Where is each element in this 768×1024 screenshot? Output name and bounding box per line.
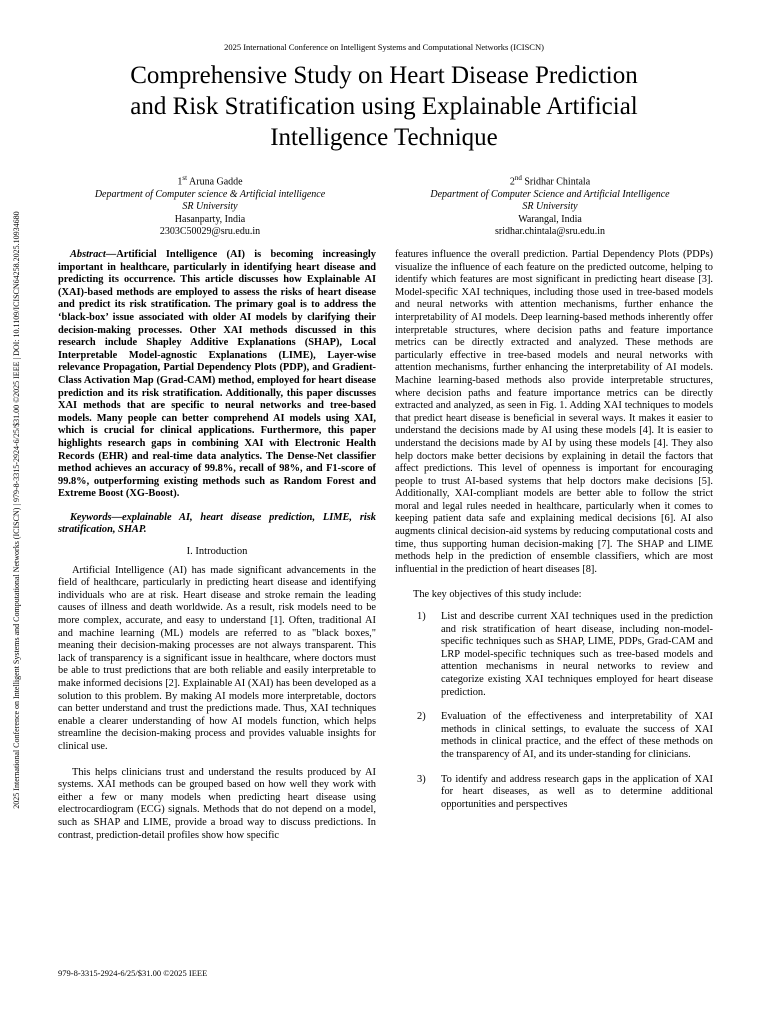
- author-city: Hasanparty, India: [174, 213, 246, 225]
- author-block-1: [60, 172, 360, 239]
- title-line: and Risk Stratification using Explainable Artificial: [130, 93, 638, 120]
- author-email: 2303C50029@sru.edu.in: [159, 226, 261, 238]
- right-column: [395, 249, 713, 823]
- footer-copyright: 979-8-3315-2924-6/25/$31.00 ©2025 IEEE: [58, 968, 208, 978]
- title-line: Comprehensive Study on Heart Disease Prediction: [130, 62, 638, 89]
- conference-header: 2025 International Conference on Intelligent Systems and Computational Networks (ICISCN): [224, 42, 544, 52]
- intro-paragraph-3: features influence the overall prediction. Partial Dependency Plots (PDPs) visualize the influence of each feature on the predicted outcome, helping to identify which features are most significant in predicting heart disease [3]. Model-specific XAI techniques, including those used in tree-based models and neural networks with attention mechanisms, further enhance the interpretability of AI models. Deep learning-based methods inherently offer interpretable structures, where decision paths and feature importance metrics can be directly extracted and analyzed. These methods are particularly effective in tree-based models and neural networks with attention mechanisms, further enhancing the interpretability of AI models. Machine learning-based methods also provide interpretable structures, where decision paths and feature importance metrics can be directly extracted and analyzed, as seen in Fig. 1. Adding XAI techniques to models that predict heart disease is beneficial in several ways. It makes it easier to understand the decisions made by AI using these models [4]. It is easier to understand the decisions made by AI by using these models [4]. They also help doctors make better decisions by explaining in detail the factors that affect predictions. This level of openness is important for encouraging people to trust AI-based systems that help doctors make decisions [5]. Additionally, XAI-compliant models are better able to follow the strict moral and legal rules needed in healthcare, particularly when it comes to keeping patient data safe and explaining medical decisions [6]. AI also augments clinical decision-aid systems by reducing computational costs and time, thus supporting human decision-making [7]. The SHAP and LIME methods help in the prediction of ensemble classifiers, which are most influential in the prediction of heart diseases [8].: [395, 249, 713, 575]
- keywords: Keywords—explainable AI, heart disease prediction, LIME, risk stratification, SHAP.: [58, 511, 376, 536]
- list-item: 1) List and describe current XAI techniques used in the prediction and risk stratification of heart disease, including non-model-specific techniques such as SHAP, LIME, PDPs, Grad-CAM and LRP model-specific techniques such as tree-based models and attention mechanisms in neural networks to review and categorize existing XAI techniques employed for heart disease prediction.: [417, 611, 713, 698]
- author-email: sridhar.chintala@sru.edu.in: [494, 226, 605, 238]
- side-citation: 2025 International Conference on Intelligent Systems and Computational Networks (ICISCN) | 979-8-3315-2924-6/25/$31.00 ©2025 IEEE | DOI: 10.1109/ICISCN64258.2025.10934680: [12, 211, 21, 809]
- author-university: SR University: [522, 201, 578, 213]
- author-name: 1st Aruna Gadde: [177, 174, 243, 188]
- objectives-intro: The key objectives of this study include:: [413, 589, 582, 601]
- section-heading: I. Introduction: [186, 546, 248, 558]
- title-line: Intelligence Technique: [270, 124, 498, 151]
- author-department: Department of Computer Science and Artificial Intelligence: [430, 188, 670, 200]
- author-university: SR University: [182, 201, 238, 213]
- list-item: 2) Evaluation of the effectiveness and interpretability of XAI methods in clinical settings, to evaluate the success of XAI methods in clinical practice, and the effect of these methods on the transparency of AI, and its under-standing for clinicians.: [417, 711, 713, 760]
- objectives-list: [395, 611, 713, 811]
- intro-paragraph-2: This helps clinicians trust and understand the results produced by AI systems. XAI methods can be grouped based on how well they work with either a few or many models when predicting heart disease using electrocardiogram (ECG) signals. Methods that do not depend on a model, such as SHAP and LIME, provide a broad way to discuss predictions. In contrast, prediction-detail profiles show how specific: [58, 766, 376, 841]
- intro-paragraph-1: Artificial Intelligence (AI) has made significant advancements in the field of healthcare, particularly in predicting heart disease and identifying individuals who are at risk. Heart disease and stroke remain the leading causes of illness and death worldwide. As a result, risk models need to be more complex, accurate, and easy to understand [1]. Often, traditional AI and machine learning (ML) models are referred to as "black boxes," meaning their decision-making processes are not always transparent. This lack of transparency is a significant issue in healthcare, where doctors must be able to trust predictions that are both reliable and easily interpretable to make informed decisions [2]. Explainable AI (XAI) has been developed as a solution to this problem. By making AI models more interpretable, doctors can better understand and trust the predictions made. Thus, XAI techniques enable a clearer understanding of how AI models function, which helps streamline the decision-making process and provides valuable insights for clinical use.: [58, 564, 376, 752]
- list-item: 3) To identify and address research gaps in the application of XAI for heart diseases, as well as to determine additional opportunities and perspectives: [417, 773, 713, 810]
- author-block-2: [400, 172, 700, 239]
- author-city: Warangal, India: [518, 213, 582, 225]
- abstract: [58, 249, 376, 501]
- left-column: [58, 249, 376, 842]
- author-department: Department of Computer science & Artificial intelligence: [94, 188, 326, 200]
- paper-title: [40, 60, 728, 153]
- author-name: 2nd Sridhar Chintala: [509, 174, 591, 188]
- abstract-text: —Artificial Intelligence (AI) is becoming increasingly important in healthcare, particularly in identifying heart disease and predicting its occurrence. This article discusses how Explainable AI (XAI)-based methods are employed to assess the risks of heart disease and predict its risk stratification. The primary goal is to address the ‘black-box’ issue associated with older AI models by clarifying their decision-making processes. Other XAI methods discussed in this research include Shapley Additive Explanations (SHAP), Local Interpretable Model-agnostic Explanations (LIME), Layer-wise relevance Propagation, Partial Dependency Plots (PDP), and Gradient-Class Activation Map (Grad-CAM) method, employed for heart disease prediction and its risk stratification. Additionally, this paper discusses XAI methods that are specific to neural networks and tree-based models. Many people can better comprehend AI models using XAI, which is crucial for clinical applications. Furthermore, this paper highlights research gaps in combining XAI with Electronic Health Records (EHR) and real-time data analytics. The Dense-Net classifier method achieves an accuracy of 99.8%, recall of 98%, and F1-score of 99.8%, outperforming existing methods such as Random Forest and Extreme Boost (XG-Boost).: [58, 249, 376, 500]
- abstract-lead: Abstract: [70, 249, 106, 260]
